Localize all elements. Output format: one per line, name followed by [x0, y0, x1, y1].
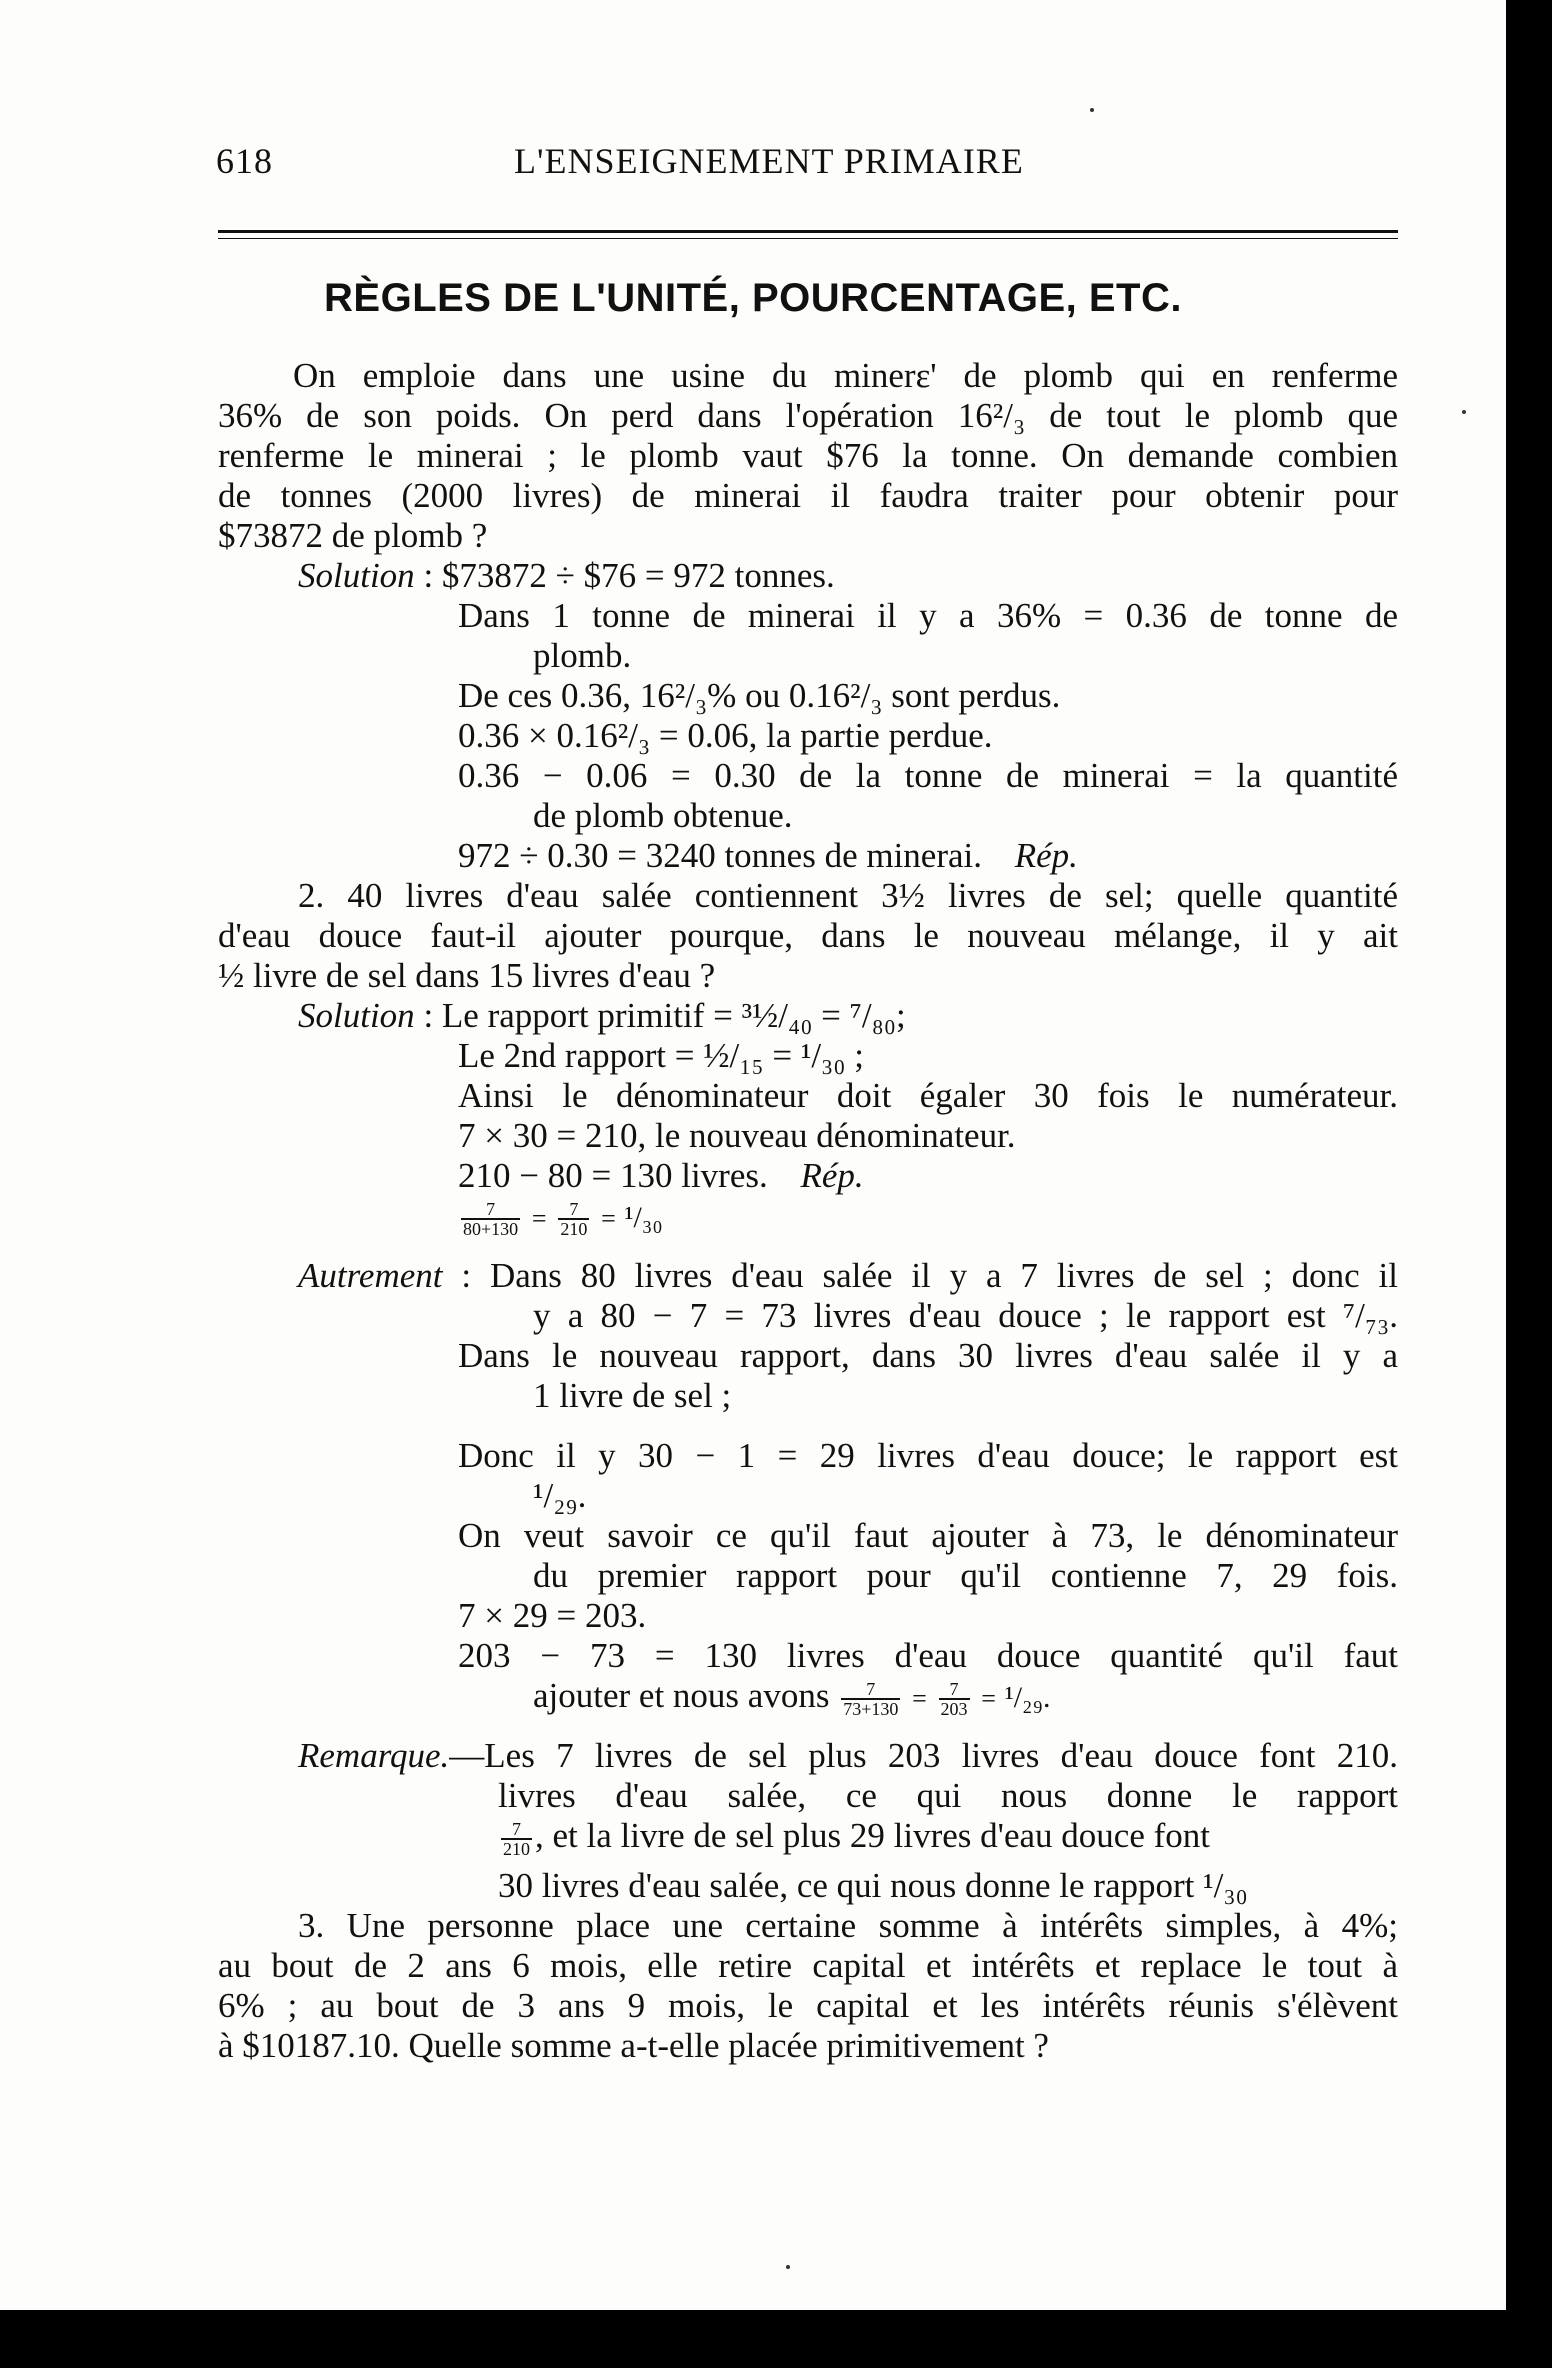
p2-autrement-line-2: Dans le nouveau rapport, dans 30 livres d'eau salée il y a	[458, 1336, 1398, 1375]
p1-line-1: On emploie dans une usine du minerε' de plomb qui en renferme	[293, 356, 1398, 395]
p3-line-3: 6% ; au bout de 3 ans 9 mois, le capital et les intérêts réunis s'élèvent	[218, 1986, 1398, 2025]
p3-line-1: 3. Une personne place une certaine somme à intérêts simples, à 4%;	[298, 1906, 1398, 1945]
p2-autrement-line-3: 1 livre de sel ;	[533, 1376, 732, 1415]
p2-autrement-line	[298, 1256, 1398, 1296]
p2-solution-line-1: Le 2nd rapport = ½/₁₅ = ¹/₃₀ ;	[458, 1036, 864, 1075]
p1-rep: Rép.	[1014, 836, 1078, 875]
p2-autrement-line-6: On veut savoir ce qu'il faut ajouter à 73, le dénominateur	[458, 1516, 1398, 1555]
p2-solution-line	[298, 996, 906, 1036]
fraction-7-over-203: $\frac{7}{203}$	[940, 1678, 968, 1719]
scan-border-bottom	[0, 2310, 1552, 2368]
running-title: L'ENSEIGNEMENT PRIMAIRE	[514, 141, 1024, 181]
p2-solution-line-2: Ainsi le dénominateur doit égaler 30 fois le numérateur.	[458, 1076, 1398, 1115]
header-rule-top	[218, 230, 1398, 233]
header-rule-bottom	[218, 238, 1398, 239]
p2-remarque-line-4: 30 livres d'eau salée, ce qui nous donne le rapport ¹/₃₀	[498, 1866, 1248, 1905]
p2-autrement-line-7: du premier rapport pour qu'il contienne 7, 29 fois.	[533, 1556, 1398, 1595]
p2-line-2: d'eau douce faut-il ajouter pourque, dans le nouveau mélange, il y ait	[218, 916, 1398, 955]
p1-solution-line	[298, 556, 835, 596]
p2-autrement-line-4: Donc il y 30 − 1 = 29 livres d'eau douce; le rapport est	[458, 1436, 1398, 1475]
p1-line-4: de tonnes (2000 livres) de minerai il faυdra traiter pour obtenir pour	[218, 476, 1398, 515]
p2-line-1: 2. 40 livres d'eau salée contiennent 3½ livres de sel; quelle quantité	[298, 876, 1398, 915]
p2-answer-line	[458, 1156, 864, 1196]
p2-autrement-line-9: 203 − 73 = 130 livres d'eau douce quantité qu'il faut	[458, 1636, 1398, 1675]
p2-line-3: ½ livre de sel dans 15 livres d'eau ?	[218, 956, 716, 995]
p1-solution-line-6: de plomb obtenue.	[533, 796, 793, 835]
p1-line-3: renferme le minerai ; le plomb vaut $76 la tonne. On demande combien	[218, 436, 1398, 475]
p1-line-2: 36% de son poids. On perd dans l'opération 16²/₃ de tout le plomb que	[218, 396, 1398, 435]
p2-remarque-line-2: livres d'eau salée, ce qui nous donne le rapport	[498, 1776, 1398, 1815]
scan-border-right	[1506, 0, 1552, 2368]
p2-answer-text: 210 − 80 = 130 livres.	[458, 1156, 768, 1195]
p3-line-2: au bout de 2 ans 6 mois, elle retire capital et intérêts et replace le tout à	[218, 1946, 1398, 1985]
p2-autrement-line-5: ¹/₂₉.	[533, 1476, 587, 1515]
fraction-7-over-210-remarque: $\frac{7}{210}$	[503, 1818, 530, 1859]
fraction-7-over-80-plus-130: $\frac{7}{80+130}$	[463, 1198, 519, 1239]
p2-solution-first: : Le rapport primitif = ³½/₄₀ = ⁷/₈₀;	[414, 996, 906, 1035]
page-number: 618	[216, 141, 273, 181]
p2-remarque-line	[298, 1736, 1398, 1776]
p2-autrement-line-1: y a 80 − 7 = 73 livres d'eau douce ; le rapport est ⁷/₇₃.	[533, 1296, 1398, 1335]
scan-speck	[1090, 108, 1094, 112]
p2-remarque-label: Remarque.	[298, 1736, 450, 1775]
p2-solution-label: Solution	[298, 996, 415, 1035]
scan-speck	[786, 2265, 790, 2269]
p1-solution-line-2: plomb.	[533, 636, 632, 675]
p3-line-4: à $10187.10. Quelle somme a-t-elle placée primitivement ?	[218, 2026, 1049, 2065]
p1-answer-text: 972 ÷ 0.30 = 3240 tonnes de minerai.	[458, 836, 983, 875]
p1-solution-line-4: 0.36 × 0.16²/₃ = 0.06, la partie perdue.	[458, 716, 993, 755]
section-title: RÈGLES DE L'UNITÉ, POURCENTAGE, ETC.	[324, 276, 1182, 320]
scan-speck	[1462, 410, 1466, 414]
fraction-7-over-73-plus-130: $\frac{7}{73+130}$	[843, 1678, 899, 1719]
p2-autrement-first: : Dans 80 livres d'eau salée il y a 7 livres de sel ; donc il	[442, 1256, 1398, 1295]
p2-autrement-line-8: 7 × 29 = 203.	[458, 1596, 647, 1635]
p1-line-5: $73872 de plomb ?	[218, 516, 488, 555]
p2-fraction-equation: $\frac{7}{80+130}$ = $\frac{7}{210}$ = ¹/₃₀	[463, 1198, 663, 1239]
p1-solution-line-5: 0.36 − 0.06 = 0.30 de la tonne de minerai = la quantité	[458, 756, 1398, 795]
p1-solution-line-1: Dans 1 tonne de minerai il y a 36% = 0.36 de tonne de	[458, 596, 1398, 635]
p1-solution-first: : $73872 ÷ $76 = 972 tonnes.	[414, 556, 835, 595]
p2-autrement-line-10: ajouter et nous avons $\frac{7}{73+130}$ = $\frac{7}{203}$ = ¹/₂₉.	[533, 1676, 1051, 1719]
p2-rep: Rép.	[800, 1156, 864, 1195]
p1-solution-line-3: De ces 0.36, 16²/₃% ou 0.16²/₃ sont perdus.	[458, 676, 1061, 715]
fraction-7-over-210: $\frac{7}{210}$	[560, 1198, 588, 1239]
p2-autrement-label: Autrement	[298, 1256, 443, 1295]
p1-solution-label: Solution	[298, 556, 415, 595]
p2-remarque-first: —Les 7 livres de sel plus 203 livres d'eau douce font 210.	[449, 1736, 1398, 1775]
p2-remarque-line-3: $\frac{7}{210}$ , et la livre de sel plus 29 livres d'eau douce font	[503, 1816, 1210, 1859]
p2-solution-line-3: 7 × 30 = 210, le nouveau dénominateur.	[458, 1116, 1016, 1155]
p1-answer-line	[458, 836, 1078, 876]
